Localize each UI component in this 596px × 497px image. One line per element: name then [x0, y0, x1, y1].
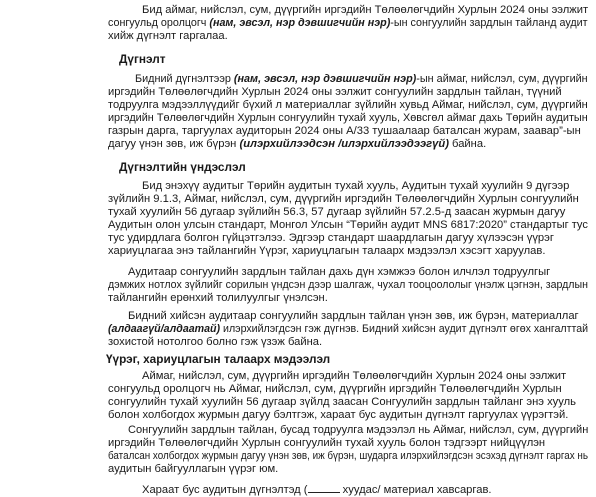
conclusion-line-5: газрын дарга, таргуулах аудиторын 2024 оны А/33 тушаалаар баталсан журам, заавар”-ын — [108, 125, 581, 137]
basis-p2-line-2: дэмжих нотлох зүйлийг сорилын үндсэн дээр шалгаж, чухал тооцоололыг үнэлж цэгнэн, зардлын — [108, 279, 588, 291]
intro-line-3: хийж дүгнэлт гаргалаа. — [108, 30, 228, 42]
resp-p1-line-2: сонгуульд оролцогч нь Аймаг, нийслэл, сум, дүүргийн иргэдийн Төлөөлөгчдийн Хурлын — [108, 383, 562, 395]
conclusion-line-6: дагуу үнэн зөв, иж бүрэн (илэрхийлээдсэн /илэрхийлээдээгүй) байна. — [108, 138, 487, 150]
party-placeholder: (нам, эвсэл, нэр дэвшигчийн нэр) — [209, 17, 391, 29]
basis-p2-line-1: Аудитаар сонгуулийн зардлын тайлан дахь дүн хэмжээ болон илчлэл тодруулгыг — [128, 266, 551, 278]
conclusion-line-4: иргэдийн Төлөөлөгчдийн Хурлын сонгуулийн тухай хууль, Хөвсгөл аймаг дахь Төрийн аудитын — [108, 112, 588, 124]
basis-p2-line-3: тайлангийн ерөнхий толилуулгыг үнэлсэн. — [108, 292, 328, 304]
resp-p2-line-3: баталсан холбогдох журмын дагуу үнэн зөв, иж бүрэн, шударга илэрхийлэгдсэн эсэхэд дүгнэлт гаргах нь — [108, 450, 588, 462]
basis-p1-line-5: тус удирдлага болгон гүйцэтгэлээ. Эдгээр стандарт шаардлагын дагуу хүлээсэн үүрэг — [108, 232, 554, 244]
attachment-line: Хараат бус аудитын дүгнэлтэд ( хуудас/ материал хавсаргав. — [142, 484, 492, 496]
basis-p1-line-2: зүйлийн 9.1.3, Аймаг, нийслэл, сум, дүүргийн иргэдийн Төлөөлөгчдийн Хурлын сонгуулийн — [108, 193, 579, 205]
party-placeholder: (нам, эвсэл, нэр дэвшигчийн нэр) — [233, 73, 417, 85]
intro-line-2: сонгуульд оролцогч (нам, эвсэл, нэр дэвшигчийн нэр)-ын сонгуулийн зардлын тайланд аудит — [108, 17, 588, 29]
resp-p1-line-4: болон холбогдох журмын дагуу бэлтгэж, хараат бус аудитын дүгнэлт гаргуулах үүрэгтэй. — [108, 409, 569, 421]
basis-p3-line-3: зохистой нотолгоо болно гэж үзэж байна. — [108, 336, 323, 348]
opinion-placeholder: (илэрхийлээдсэн /илэрхийлээдээгүй) — [239, 138, 449, 150]
error-placeholder: (алдаагүй/алдаатай) — [108, 323, 221, 335]
conclusion-line-3: тодруулга мэдээллүүдийг бүхий л материаллаг зүйлийн хувьд Аймаг, нийслэл, сум, дүүргийн — [108, 99, 588, 111]
resp-p2-line-2: иргэдийн Төлөөлөгчдийн Хурлын сонгуулийн тухай хууль болон тэдгээрт нийцүүлэн — [108, 437, 546, 449]
conclusion-line-2: иргэдийн Төлөөлөгчдийн Хурлын 2024 оны ээлжит сонгуулийн зардлын тайлан, түүний — [108, 86, 562, 98]
basis-p3-line-1: Бидний хийсэн аудитаар сонгуулийн зардлын тайлан үнэн зөв, иж бүрэн, материаллаг — [128, 310, 579, 322]
conclusion-line-1: Бидний дүгнэлтээр (нам, эвсэл, нэр дэвшигчийн нэр)-ын аймаг, нийслэл, сум, дүүргийн — [135, 73, 588, 85]
heading-conclusion: Дүгнэлт — [119, 52, 166, 66]
basis-p1-line-4: Аудитын олон улсын стандарт, Монгол Улсын “Төрийн аудит MNS 6817:2020” стандартыг тус — [108, 219, 588, 231]
intro-line-1: Бид аймаг, нийслэл, сум, дүүргийн иргэдийн Төлөөлөгчдийн Хурлын 2024 оны ээлжит — [142, 4, 589, 16]
resp-p2-line-1: Сонгуулийн зардлын тайлан, бусад тодруулга мэдээлэл нь Аймаг, нийслэл, сум, дүүргийн — [128, 424, 589, 436]
heading-responsibilities: Үүрэг, хариуцлагын талаарх мэдээлэл — [106, 352, 331, 366]
resp-p1-line-1: Аймаг, нийслэл, сум, дүүргийн иргэдийн Төлөөлөгчдийн Хурлын 2024 оны ээлжит — [142, 370, 567, 382]
resp-p2-line-4: аудитын байгууллагын үүрэг юм. — [108, 463, 279, 475]
basis-p1-line-1: Бид энэхүү аудитыг Төрийн аудитын тухай хууль, Аудитын тухай хуулийн 9 дүгээр — [142, 180, 570, 192]
attachment-blank — [308, 483, 340, 493]
basis-p1-line-3: тухай хуулийн 56 дугаар зүйлийн 56.3, 57 дугаар зүйлийн 57.2.5-д заасан журмын дагуу — [108, 206, 566, 218]
heading-basis: Дүгнэлтийн үндэслэл — [119, 160, 246, 174]
basis-p1-line-6: хариуцлагаа энэ тайлангийн Үүрэг, хариуцлагын талаарх мэдээлэл хэсэгт харуулав. — [108, 245, 546, 257]
basis-p3-line-2: (алдаагүй/алдаатай) илэрхийлэгдсэн гэж дүгнэв. Бидний хийсэн аудит дүгнэлт өгөх хангалттай — [108, 323, 589, 335]
resp-p1-line-3: сонгуулийн тухай хуулийн 56 дугаар зүйлд заасан Сонгуулийн зардлын тайланг энэ хууль — [108, 396, 576, 408]
